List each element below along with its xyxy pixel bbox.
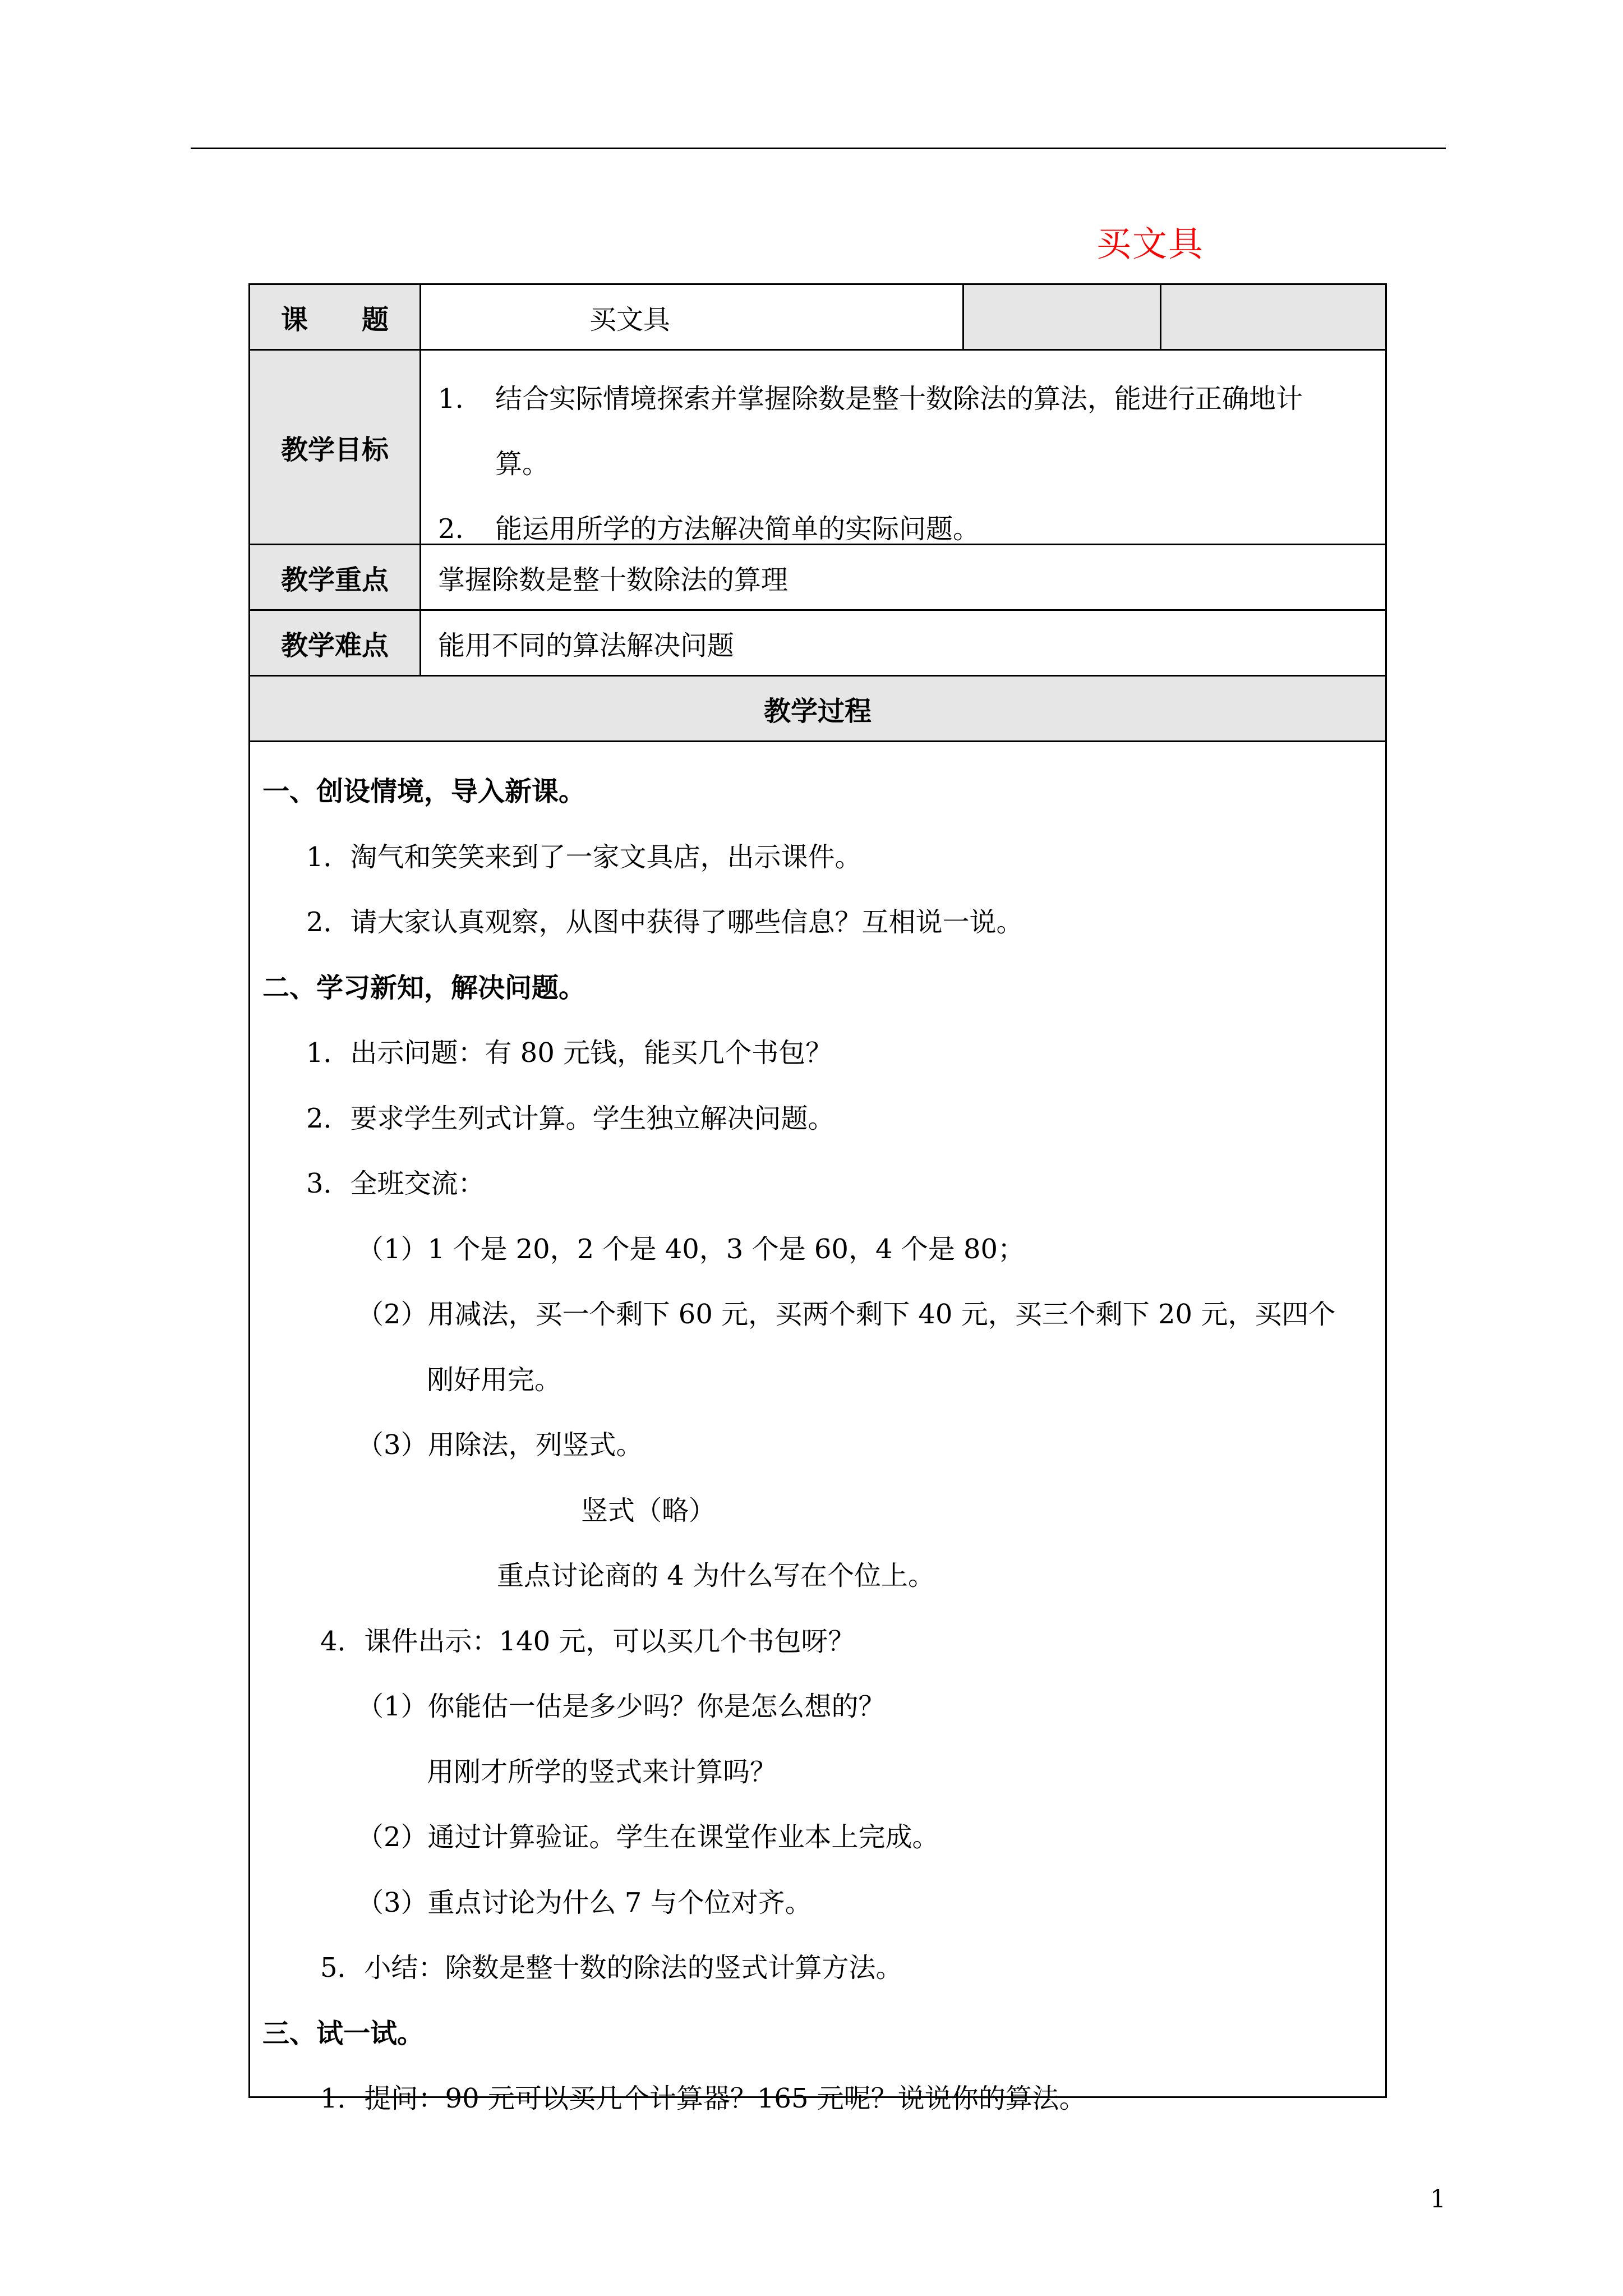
objective-line: 能运用所学的方法解决简单的实际问题。: [495, 513, 980, 545]
objective-number: 1.: [438, 383, 464, 415]
key-point-row: [250, 545, 1385, 611]
process-line: （2）通过计算验证。学生在课堂作业本上完成。: [357, 1821, 939, 1853]
key-point-label: 教学重点: [250, 545, 421, 609]
objectives-row: [250, 351, 1385, 545]
process-line: （1）1 个是 20，2 个是 40，3 个是 60，4 个是 80；: [357, 1233, 1025, 1265]
objective-line: 结合实际情境探索并掌握除数是整十数除法的算法，能进行正确地计: [495, 383, 1303, 415]
process-line: 2．要求学生列式计算。学生独立解决问题。: [306, 1102, 835, 1134]
blank-cell-1: [964, 285, 1161, 349]
process-line: 竖式（略）: [581, 1494, 716, 1526]
blank-cell-2: [1161, 285, 1385, 349]
process-line: 2．请大家认真观察，从图中获得了哪些信息？互相说一说。: [306, 907, 1023, 938]
process-line: （3）重点讨论为什么 7 与个位对齐。: [357, 1887, 812, 1918]
objectives-body: [421, 351, 1385, 544]
objective-item: [438, 366, 1374, 496]
process-line: 刚好用完。: [427, 1364, 562, 1396]
process-line: （3）用除法，列竖式。: [357, 1429, 643, 1461]
key-point-value: 掌握除数是整十数除法的算理: [438, 564, 789, 596]
header-rule: [191, 148, 1446, 149]
process-line: 用刚才所学的竖式来计算吗？: [427, 1756, 777, 1788]
objective-line: 算。: [495, 448, 550, 480]
process-line: 1．提问：90 元可以买几个计算器？165 元呢？说说你的算法。: [320, 2083, 1086, 2114]
difficulty-label: 教学难点: [250, 611, 421, 675]
difficulty-value: 能用不同的算法解决问题: [438, 629, 735, 661]
process-line: 5．小结：除数是整十数的除法的竖式计算方法。: [320, 1952, 903, 1984]
page-number: 1: [1430, 2185, 1446, 2214]
process-line: 重点讨论商的 4 为什么写在个位上。: [497, 1560, 935, 1591]
section-heading: 三、试一试。: [262, 2017, 425, 2049]
objective-number: 2.: [438, 513, 464, 545]
process-header: 教学过程: [250, 677, 1385, 742]
lesson-plan-table: [248, 283, 1387, 2114]
process-line: （2）用减法，买一个剩下 60 元，买两个剩下 40 元，买三个剩下 20 元，买四个: [357, 1299, 1336, 1330]
process-body: [250, 742, 1385, 2114]
section-heading: 一、创设情境，导入新课。: [262, 776, 586, 807]
objectives-label: 教学目标: [250, 351, 421, 544]
topic-label: 课 题: [250, 285, 421, 349]
section-heading: 二、学习新知，解决问题。: [262, 972, 586, 1004]
process-line: 1．淘气和笑笑来到了一家文具店，出示课件。: [306, 841, 862, 873]
difficulty-row: [250, 611, 1385, 677]
process-line: 1．出示问题：有 80 元钱，能买几个书包？: [306, 1037, 833, 1069]
document-title: 买文具: [1096, 223, 1205, 264]
process-line: （1）你能估一估是多少吗？你是怎么想的？: [357, 1691, 886, 1722]
process-line: 4．课件出示：140 元，可以买几个书包呀？: [320, 1625, 855, 1657]
topic-row: [250, 285, 1385, 351]
topic-value: 买文具: [421, 285, 964, 349]
process-line: 3．全班交流：: [306, 1168, 485, 1199]
